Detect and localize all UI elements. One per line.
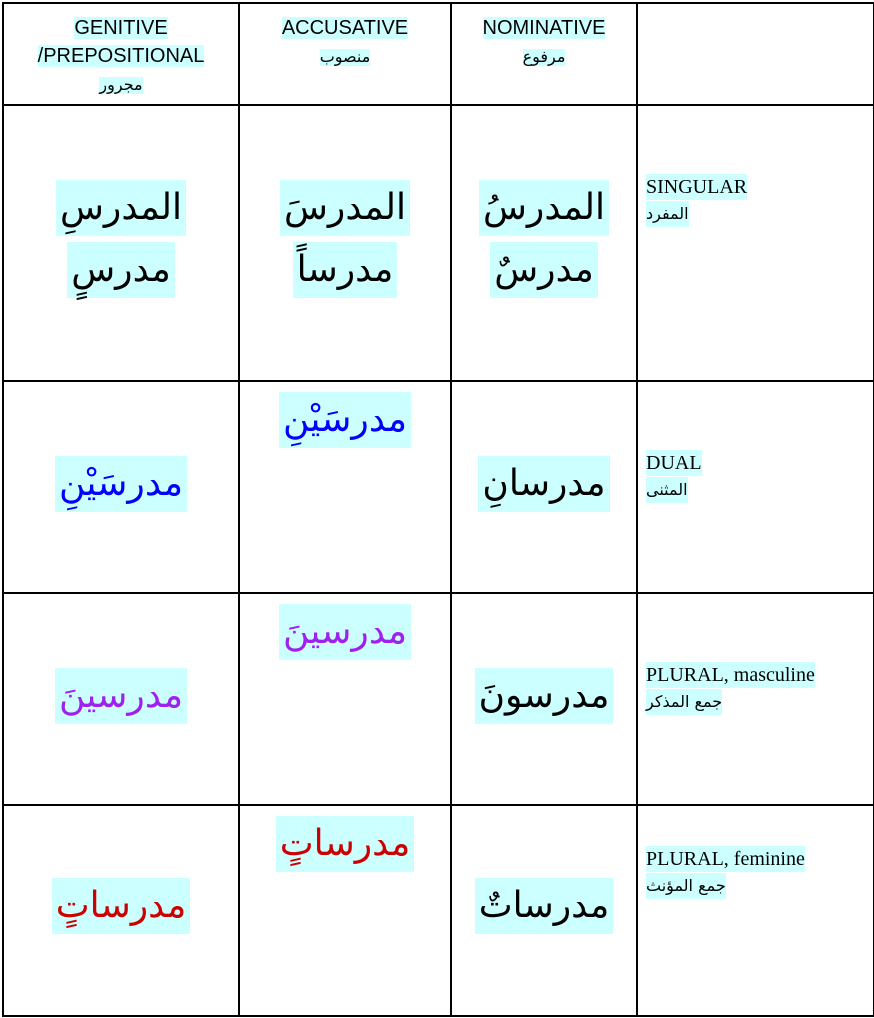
plural-fem-accusative-cell (239, 805, 451, 1016)
dual-label-cell (637, 381, 874, 593)
header-genitive-en-1: GENITIVE (74, 17, 168, 39)
singular-nominative-cell (451, 105, 637, 381)
dual-genitive-cell (3, 381, 239, 593)
header-genitive-en-2: /PREPOSITIONAL (37, 45, 205, 67)
singular-nominative-definite: المدرسُ (479, 180, 609, 236)
row-singular (3, 105, 874, 381)
header-accusative (239, 3, 451, 105)
declension-table (2, 2, 874, 1017)
plural-fem-genitive-cell (3, 805, 239, 1016)
singular-genitive-cell (3, 105, 239, 381)
plural-masc-label-en: PLURAL, masculine (646, 664, 815, 686)
plural-masc-accusative-cell (239, 593, 451, 805)
plural-fem-genitive-word: مدرساتٍ (52, 878, 191, 934)
row-dual (3, 381, 874, 593)
plural-fem-label-cell (637, 805, 874, 1016)
header-nominative (451, 3, 637, 105)
singular-genitive-definite: المدرسِ (56, 180, 186, 236)
dual-label-en: DUAL (646, 452, 702, 474)
plural-masc-label-cell (637, 593, 874, 805)
header-accusative-ar: منصوب (319, 49, 371, 66)
singular-accusative-cell (239, 105, 451, 381)
plural-fem-label-en: PLURAL, feminine (646, 848, 805, 870)
row-plural-masculine (3, 593, 874, 805)
header-genitive (3, 3, 239, 105)
plural-masc-label-ar: جمع المذكر (646, 689, 722, 715)
row-plural-feminine (3, 805, 874, 1016)
dual-label-ar: المثنى (646, 477, 688, 503)
header-genitive-ar: مجرور (99, 77, 143, 94)
plural-masc-nominative-word: مدرسونَ (475, 668, 614, 724)
dual-genitive-word: مدرسَيْنِ (55, 456, 187, 512)
singular-nominative-indefinite: مدرسٌ (490, 242, 598, 298)
plural-fem-nominative-word: مدرساتٌ (475, 878, 614, 934)
plural-masc-genitive-cell (3, 593, 239, 805)
plural-fem-nominative-cell (451, 805, 637, 1016)
dual-nominative-cell (451, 381, 637, 593)
plural-masc-genitive-word: مدرسينَ (55, 668, 187, 724)
plural-fem-accusative-word: مدرساتٍ (276, 816, 415, 872)
dual-accusative-word: مدرسَيْنِ (279, 392, 411, 448)
header-nominative-ar: مرفوع (522, 49, 566, 66)
singular-accusative-indefinite: مدرساً (293, 242, 398, 298)
singular-label-en: SINGULAR (646, 176, 748, 198)
header-accusative-en: ACCUSATIVE (281, 17, 409, 39)
singular-label-cell (637, 105, 874, 381)
header-nominative-en: NOMINATIVE (482, 17, 606, 39)
plural-fem-label-ar: جمع المؤنث (646, 873, 726, 899)
dual-accusative-cell (239, 381, 451, 593)
plural-masc-accusative-word: مدرسينَ (279, 604, 411, 660)
singular-label-ar: المفرد (646, 201, 689, 227)
header-row (3, 3, 874, 105)
singular-genitive-indefinite: مدرسٍ (67, 242, 175, 298)
dual-nominative-word: مدرسانِ (478, 456, 609, 512)
singular-accusative-definite: المدرسَ (280, 180, 410, 236)
header-empty (637, 3, 874, 105)
plural-masc-nominative-cell (451, 593, 637, 805)
